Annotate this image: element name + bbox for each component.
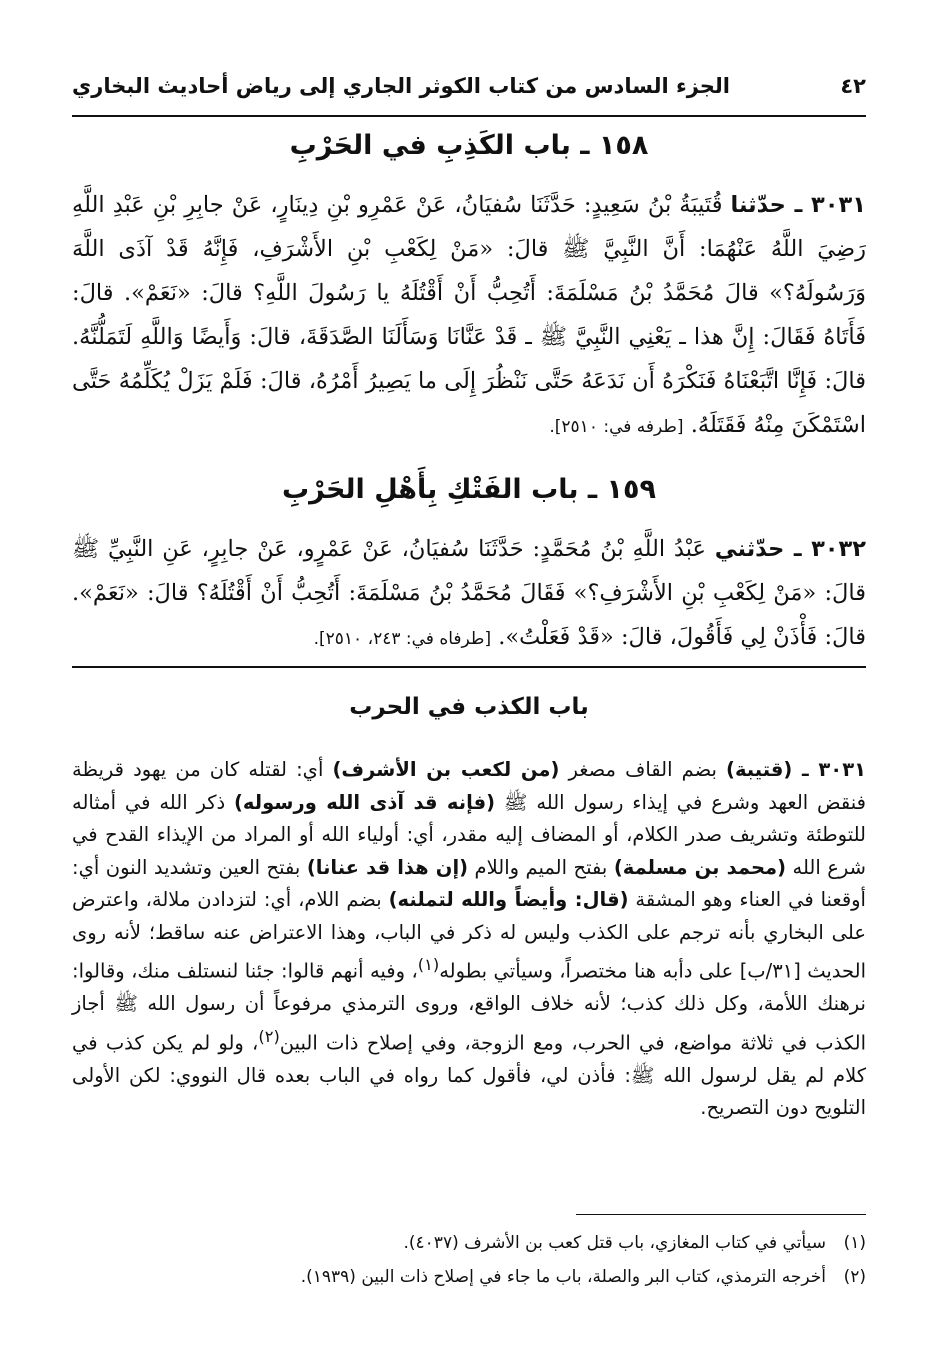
commentary-body xyxy=(72,754,866,1125)
header-divider xyxy=(72,115,866,117)
hadith-3031-text: قُتَيبَةُ بْنُ سَعِيدٍ: حَدَّثَنَا سُفيَانُ، عَنْ عَمْرِو بْنِ دِينَارٍ، عَنْ جابِرِ بْنِ عَبْدِ اللَّهِ رَضِيَ اللَّهُ عَنْهُمَا: أَنَّ النَّبِيَّ ﷺ قالَ: «مَنْ لِكَعْبِ بْنِ الأَشْرَفِ، فَإِنَّهُ قَدْ آذَى اللَّهَ وَرَسُولَهُ؟» قالَ مُحَمَّدُ بْنُ مَسْلَمَةَ: أَتُحِبُّ أَنْ أَقْتُلَهُ يا رَسُولَ اللَّهِ؟ قالَ: «نَعَمْ». قالَ: فَأَتَاهُ فَقَالَ: إِنَّ هذا ـ يَعْنِي النَّبِيَّ ﷺ ـ قَدْ عَنَّانَا وَسَأَلَنَا الصَّدَقَةَ، قالَ: وَأَيضًا وَاللَّهِ لَتَمَلُّنَّهُ. قالَ: فَإِنَّا اتَّبَعْنَاهُ فَنَكْرَهُ أَن نَدَعَهُ حَتَّى نَنْظُرَ إِلَى ما يَصِيرُ أَمْرُهُ، قالَ: فَلَمْ يَزَلْ يُكَلِّمُهُ حَتَّى اسْتَمْكَنَ مِنْهُ فَقَتَلَهُ. xyxy=(72,192,866,438)
commentary-span: ، وفيه أنهم قالوا: جئنا لنستلف منك، وقالوا: نرهنك اللأمة، وكل ذلك كذب؛ لأنه خلاف الواقع، وروى الترمذي مرفوعاً أن رسول الله ﷺ أجاز الكذب في ثلاثة مواضع، في الحرب، ومع الزوجة، وفي إصلاح ذات البين xyxy=(72,959,866,1054)
hadith-3032-source: [طرفاه في: ٢٤٣، ٢٥١٠]. xyxy=(313,629,492,649)
commentary-span: (محمد بن مسلمة) xyxy=(613,855,786,879)
footnote-number: (١) xyxy=(843,1233,866,1253)
commentary-span: (فإنه قد آذى الله ورسوله) xyxy=(234,790,496,814)
chapter-159-title: ١٥٩ ـ باب الفَتْكِ بِأَهْلِ الحَرْبِ xyxy=(282,474,656,505)
footnotes xyxy=(72,1226,866,1294)
hadith-3032-text: عَبْدُ اللَّهِ بْنُ مُحَمَّدٍ: حَدَّثَنَا سُفيَانُ، عَنْ عَمْرٍو، عَنْ جابِرٍ، عَنِ النَّبِيِّ ﷺ قالَ: «مَنْ لِكَعْبِ بْنِ الأَشْرَفِ؟» فَقَالَ مُحَمَّدُ بْنُ مَسْلَمَةَ: أَتُحِبُّ أَنْ أَقْتُلَهُ؟ قالَ: «نَعَمْ». قالَ: فَأْذَنْ لِي فَأَقُولَ، قالَ: «قَدْ فَعَلْتُ». xyxy=(72,536,866,650)
commentary-span: ٣٠٣١ ـ (قتيبة) xyxy=(726,758,867,781)
footnote-text: أخرجه الترمذي، كتاب البر والصلة، باب ما جاء في إصلاح ذات البين (١٩٣٩). xyxy=(300,1267,826,1287)
commentary-span: ، ولو لم يكن كذب في كلام لم يقل لرسول الله ﷺ: فأذن لي، فأقول كما رواه في الباب بعده قال النووي: لكن الأولى التلويح دون التصريح. xyxy=(72,1031,866,1119)
footnote-divider xyxy=(576,1214,866,1215)
footnote-ref-2[interactable]: (٢) xyxy=(258,1026,280,1046)
page-number: ٤٢ xyxy=(840,74,866,98)
commentary-span: (من لكعب بن الأشرف) xyxy=(332,758,560,781)
commentary-title: باب الكذب في الحرب xyxy=(349,694,589,720)
commentary-span: (إن هذا قد عنانا) xyxy=(306,855,469,879)
book-title: الجزء السادس من كتاب الكوثر الجاري إلى رياض أحاديث البخاري xyxy=(72,74,730,98)
footnote-ref-1[interactable]: (١) xyxy=(417,955,440,974)
hadith-3031-source: [طرفه في: ٢٥١٠]. xyxy=(549,417,684,437)
hadith-3031 xyxy=(72,183,866,449)
running-header xyxy=(72,66,866,106)
chapter-158-title: ١٥٨ ـ باب الكَذِبِ في الحَرْبِ xyxy=(289,130,649,161)
commentary-span: بضم القاف مصغر xyxy=(559,758,727,781)
commentary-span: أي: لقتله كان من يهود قريظة فنقض العهد وشرع في إيذاء رسول الله ﷺ xyxy=(72,758,866,814)
commentary-span: ذكر الله في أمثاله للتوطئة وتشريف صدر الكلام، أو المضاف إليه مقدر، أي: أولياء الله أو المراد من الإيذاء القدح في شرع الله xyxy=(72,790,867,879)
section-divider xyxy=(72,666,866,668)
footnote-text: سيأتي في كتاب المغازي، باب قتل كعب بن الأشرف (٤٠٣٧). xyxy=(403,1233,826,1253)
hadith-3031-number: ٣٠٣١ ـ حدّثنا xyxy=(730,192,866,218)
commentary-span: بضم اللام، أي: لتزدادن ملالة، واعترض على البخاري بأنه ترجم على الكذب وليس له ذكر في الباب، وهذا الاعتراض عنه ساقط؛ لأنه روى الحديث [٣١/ب] على دأبه هنا مختصراً، وسيأتي بطوله xyxy=(72,888,866,983)
footnote-2 xyxy=(72,1260,866,1294)
hadith-3032-number: ٣٠٣٢ ـ حدّثني xyxy=(714,536,866,562)
hadith-3032 xyxy=(72,527,866,661)
commentary-span: بفتح العين وتشديد النون أي: أوقعنا في العناء وهو المشقة xyxy=(72,855,866,911)
commentary-span: بفتح الميم واللام xyxy=(468,855,614,879)
commentary-span: (قال: وأيضاً والله لتملنه) xyxy=(388,888,629,911)
footnote-1 xyxy=(72,1226,866,1260)
footnote-number: (٢) xyxy=(843,1267,866,1287)
